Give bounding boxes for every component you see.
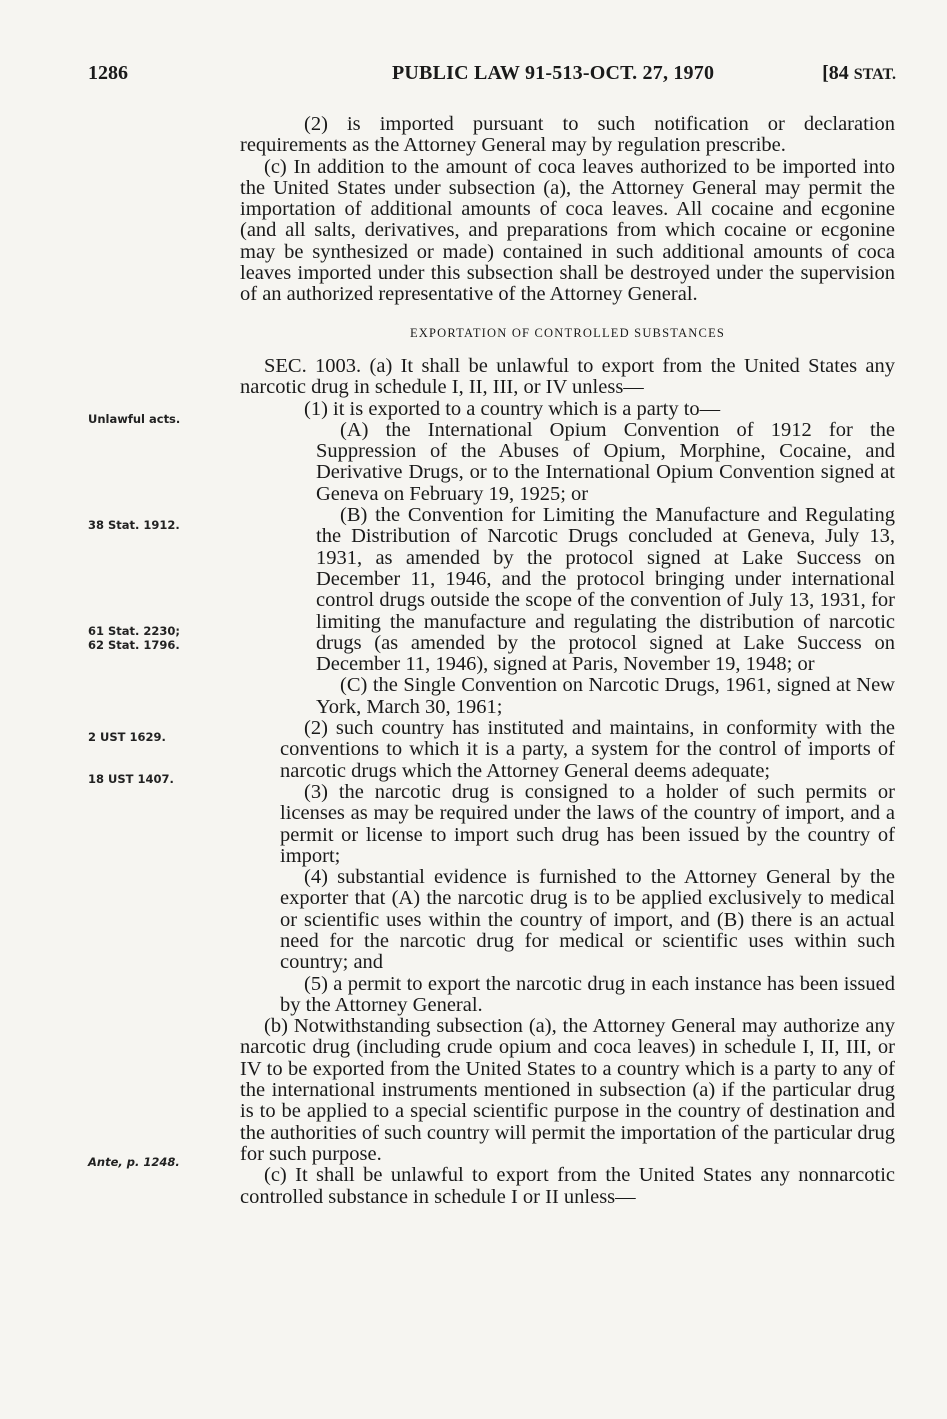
paragraph-clause-3: (3) the narcotic drug is consigned to a holder of such permits or licenses as may be required under the laws of the country of import, and a permit or license to import such drug has been issued by the country of import; <box>280 780 895 867</box>
running-title: PUBLIC LAW 91-513-OCT. 27, 1970 <box>392 62 715 84</box>
page-header <box>88 62 896 92</box>
paragraph-subsection-c-nonnarcotic: (c) It shall be unlawful to export from the United States any nonnarcotic controlled substance in schedule I or II unless— <box>240 1164 895 1208</box>
statute-body <box>240 114 895 1208</box>
paragraph-sec-1003-a: SEC. 1003. (a) It shall be unlawful to export from the United States any narcotic drug in schedule I, II, III, or IV unless— <box>240 354 895 399</box>
margin-note-unlawful-acts: Unlawful acts. <box>88 412 181 426</box>
volume-suffix: STAT. <box>853 66 896 83</box>
page-number: 1286 <box>88 62 128 84</box>
margin-note-61-stat-2230: 61 Stat. 2230; <box>88 624 181 638</box>
paragraph-clause-1-b: (B) the Convention for Limiting the Manufacture and Regulating the Distribution of Narcotic Drugs concluded at Geneva, July 13, 1931, as amended by the protocol signed at Lake Success on December 11, 1946, and the protocol bringing under international control drugs outside the scope of the convention of July 13, 1931, for limiting the manufacture and regulating the distribution of narcotic drugs (as amended by the protocol signed at Lake Success on December 11, 1946), signed at Paris, November 19, 1948; or <box>316 504 895 676</box>
paragraph-clause-2: (2) such country has instituted and maintains, in conformity with the conventions to which it is a party, a system for the control of imports of narcotic drugs which the Attorney General deems adequate; <box>280 717 895 782</box>
paragraph-subsection-b: (b) Notwithstanding subsection (a), the Attorney General may authorize any narcotic drug (including crude opium and coca leaves) in schedule I, II, III, or IV to be exported from the United States to a country which is a party to any of the international instruments mentioned in subsection (a) if the particular drug is to be applied to a special scientific purpose in the country of destination and the authorities of such country will permit the importation of the particular drug for such purpose. <box>240 1015 895 1165</box>
paragraph-import-notification: (2) is imported pursuant to such notification or declaration requirements as the Attorney General may by regulation prescribe. <box>240 113 895 157</box>
volume-number: [84 <box>822 62 849 84</box>
margin-note-62-stat-1796: 62 Stat. 1796. <box>88 638 180 652</box>
margin-note-ante-p-1248: Ante, p. 1248. <box>88 1155 180 1169</box>
paragraph-clause-1: (1) it is exported to a country which is a party to— <box>304 397 721 420</box>
margin-note-2-ust-1629: 2 UST 1629. <box>88 730 166 744</box>
paragraph-clause-4: (4) substantial evidence is furnished to the Attorney General by the exporter that (A) the narcotic drug is to be applied exclusively to medical or scientific uses within the country of import, and (B) there is an actual need for the narcotic drug for medical or scientific uses within such country; and <box>280 866 895 974</box>
paragraph-subsection-c-coca: (c) In addition to the amount of coca leaves authorized to be imported into the United States under subsection (a), the Attorney General may permit the importation of additional amounts of coca leaves. All cocaine and ecgonine (and all salts, derivatives, and preparations from which cocaine or ecgonine may be synthesized or made) contained in such additional amounts of coca leaves imported under this subsection shall be destroyed under the supervision of an authorized representative of the Attorney General. <box>240 155 895 306</box>
margin-note-18-ust-1407: 18 UST 1407. <box>88 772 174 786</box>
paragraph-clause-1-a: (A) the International Opium Convention of 1912 for the Suppression of the Abuses of Opium, Morphine, Cocaine, and Derivative Drugs, or to the International Opium Convention signed at Geneva on February 19, 1925; or <box>316 418 895 505</box>
volume-citation <box>822 62 896 85</box>
paragraph-clause-5: (5) a permit to export the narcotic drug in each instance has been issued by the Attorney General. <box>280 972 895 1016</box>
paragraph-clause-1-c: (C) the Single Convention on Narcotic Drugs, 1961, signed at New York, March 30, 1961; <box>316 674 895 718</box>
margin-note-38-stat-1912: 38 Stat. 1912. <box>88 518 180 532</box>
section-heading-exportation: EXPORTATION OF CONTROLLED SUBSTANCES <box>409 325 726 340</box>
